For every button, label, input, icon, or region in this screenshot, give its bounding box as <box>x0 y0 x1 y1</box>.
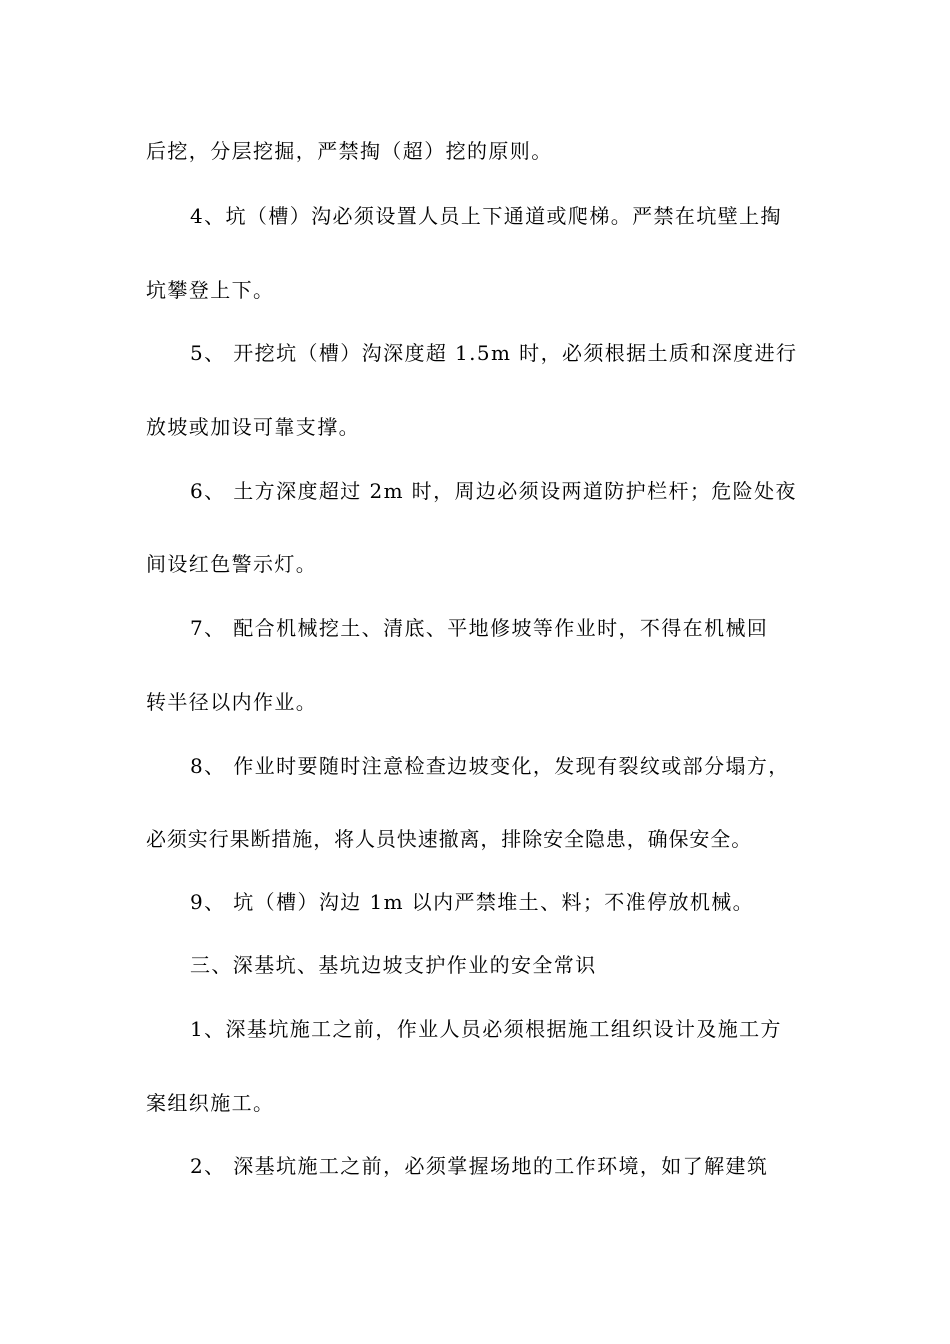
text-line-1: 后挖，分层挖掘，严禁掏（超）挖的原则。 <box>146 139 553 163</box>
text-line-2: 4、坑（槽）沟必须设置人员上下通道或爬梯。严禁在坑壁上掏 <box>190 204 782 228</box>
text-line-8: 7、 配合机械挖土、清底、平地修坡等作业时，不得在机械回 <box>190 616 769 640</box>
text-line-16: 2、 深基坑施工之前，必须掌握场地的工作环境，如了解建筑 <box>190 1154 769 1178</box>
text-line-15: 案组织施工。 <box>146 1091 275 1115</box>
text-line-9: 转半径以内作业。 <box>146 690 318 714</box>
section-heading: 三、深基坑、基坑边坡支护作业的安全常识 <box>190 953 597 977</box>
text-line-6: 6、 土方深度超过 2m 时，周边必须设两道防护栏杆；危险处夜 <box>190 479 797 503</box>
text-line-14: 1、深基坑施工之前，作业人员必须根据施工组织设计及施工方 <box>190 1017 782 1041</box>
text-line-5: 放坡或加设可靠支撑。 <box>146 415 360 439</box>
text-line-11: 必须实行果断措施，将人员快速撤离，排除安全隐患，确保安全。 <box>146 827 753 851</box>
text-line-7: 间设红色警示灯。 <box>146 552 318 576</box>
text-line-12: 9、 坑（槽）沟边 1m 以内严禁堆土、料；不准停放机械。 <box>190 890 755 914</box>
text-line-10: 8、 作业时要随时注意检查边坡变化，发现有裂纹或部分塌方， <box>190 754 790 778</box>
text-line-3: 坑攀登上下。 <box>146 278 275 302</box>
text-line-4: 5、 开挖坑（槽）沟深度超 1.5m 时，必须根据土质和深度进行 <box>190 341 798 365</box>
